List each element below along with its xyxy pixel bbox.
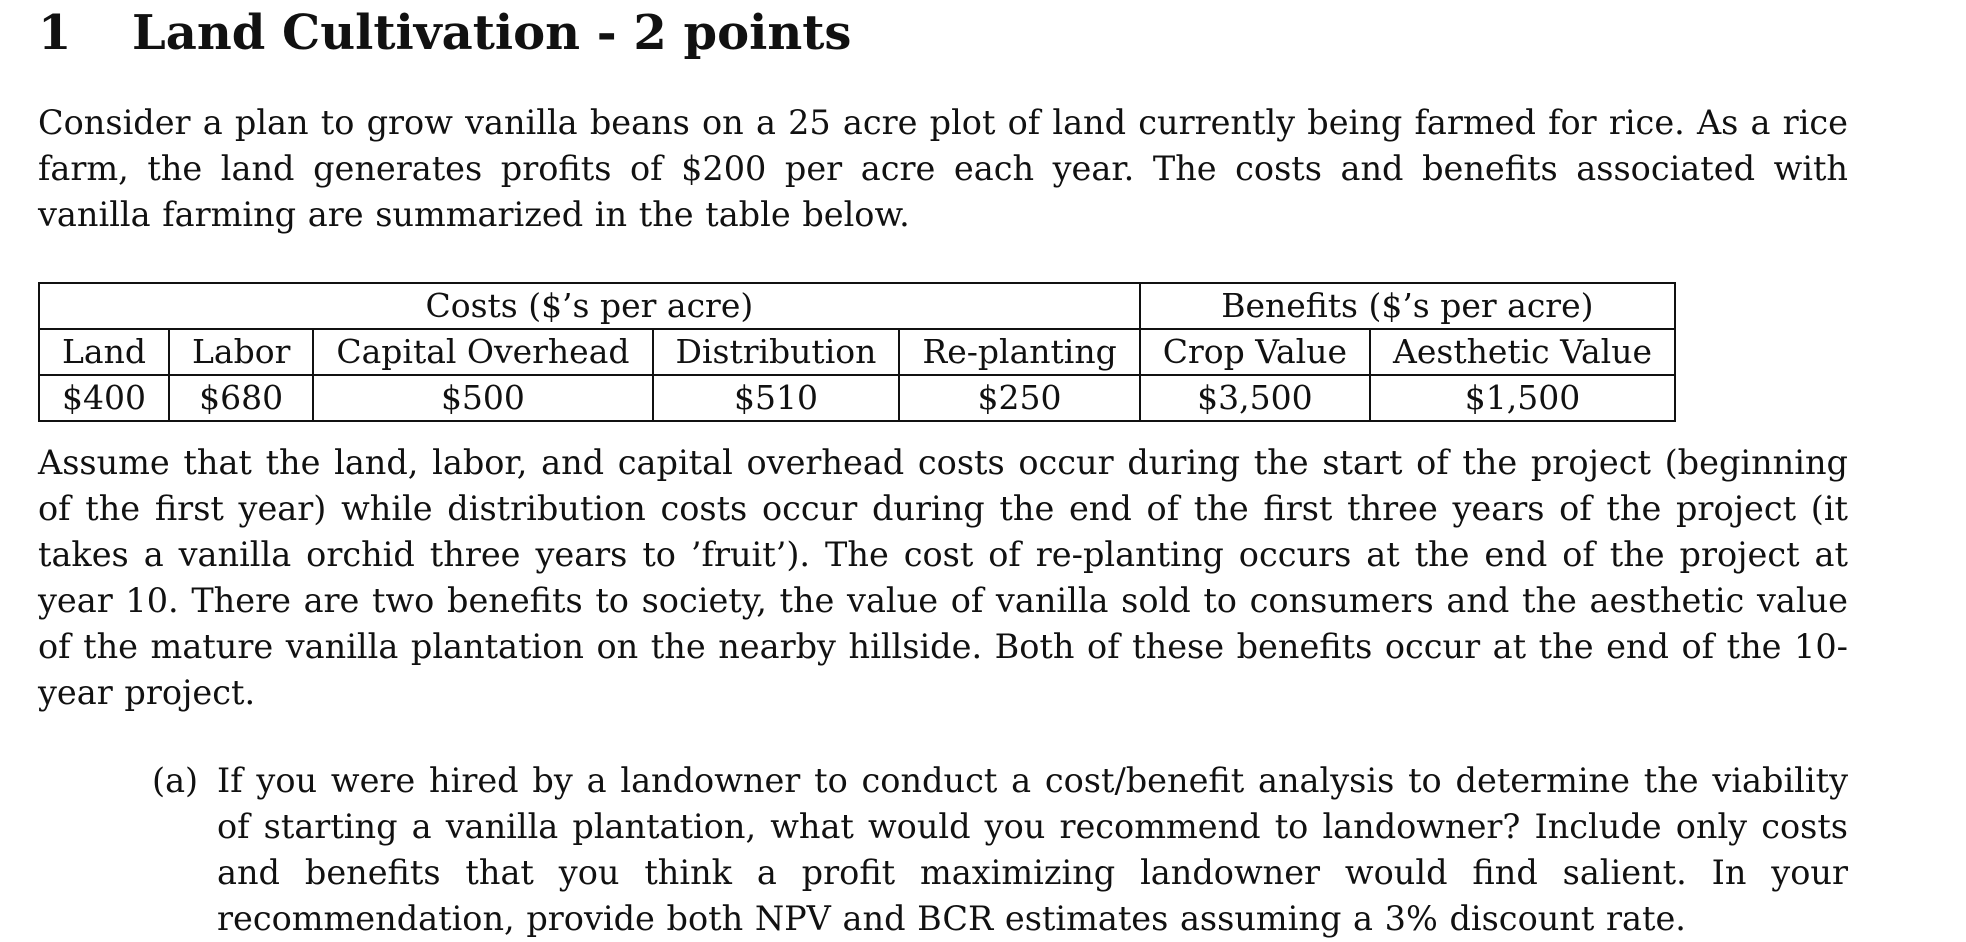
value-crop-value: $3,500 — [1140, 375, 1370, 421]
table-group-row — [39, 283, 1675, 329]
value-aesthetic-value: $1,500 — [1370, 375, 1675, 421]
value-distribution: $510 — [653, 375, 900, 421]
header-land: Land — [39, 329, 169, 375]
value-labor: $680 — [169, 375, 313, 421]
cost-benefit-table — [38, 282, 1676, 422]
question-a-text: If you were hired by a landowner to conduct a cost/benefit analysis to determine the viability of starting a vanilla plantation, what would you recommend to landowner? Include only costs and benefits that you think a profit maximizing landowner would find salient. In your recommendation, provide both NPV and BCR estimates assuming a 3% discount rate. — [217, 761, 1848, 938]
header-distribution: Distribution — [653, 329, 900, 375]
header-labor: Labor — [169, 329, 313, 375]
section-heading — [38, 0, 1848, 64]
benefits-group-header: Benefits ($’s per acre) — [1140, 283, 1675, 329]
question-a-label: (a) — [152, 761, 199, 800]
table-value-row — [39, 375, 1675, 421]
section-number: 1 — [38, 5, 72, 61]
header-aesthetic-value: Aesthetic Value — [1370, 329, 1675, 375]
document-body — [38, 0, 1848, 942]
table-header-row — [39, 329, 1675, 375]
value-re-planting: $250 — [899, 375, 1139, 421]
costs-group-header: Costs ($’s per acre) — [39, 283, 1140, 329]
assumptions-paragraph: Assume that the land, labor, and capital overhead costs occur during the start of the project (beginning of the first year) while distribution costs occur during the end of the first three years of the project (it takes a vanilla orchid three years to ’fruit’). The cost of re-planting occurs at the end of the project at year 10. There are two benefits to society, the value of vanilla sold to consumers and the aesthetic value of the mature vanilla plantation on the nearby hillside. Both of these benefits occur at the end of the 10-year project. — [38, 443, 1848, 712]
header-re-planting: Re-planting — [899, 329, 1139, 375]
header-capital-overhead: Capital Overhead — [313, 329, 652, 375]
section-title: Land Cultivation - 2 points — [132, 5, 852, 61]
question-a — [152, 758, 1848, 942]
intro-paragraph: Consider a plan to grow vanilla beans on a 25 acre plot of land currently being farmed for rice. As a rice farm, the land generates profits of $200 per acre each year. The costs and benefits associated with vanilla farming are summarized in the table below. — [38, 103, 1848, 234]
value-capital-overhead: $500 — [313, 375, 652, 421]
value-land: $400 — [39, 375, 169, 421]
header-crop-value: Crop Value — [1140, 329, 1370, 375]
